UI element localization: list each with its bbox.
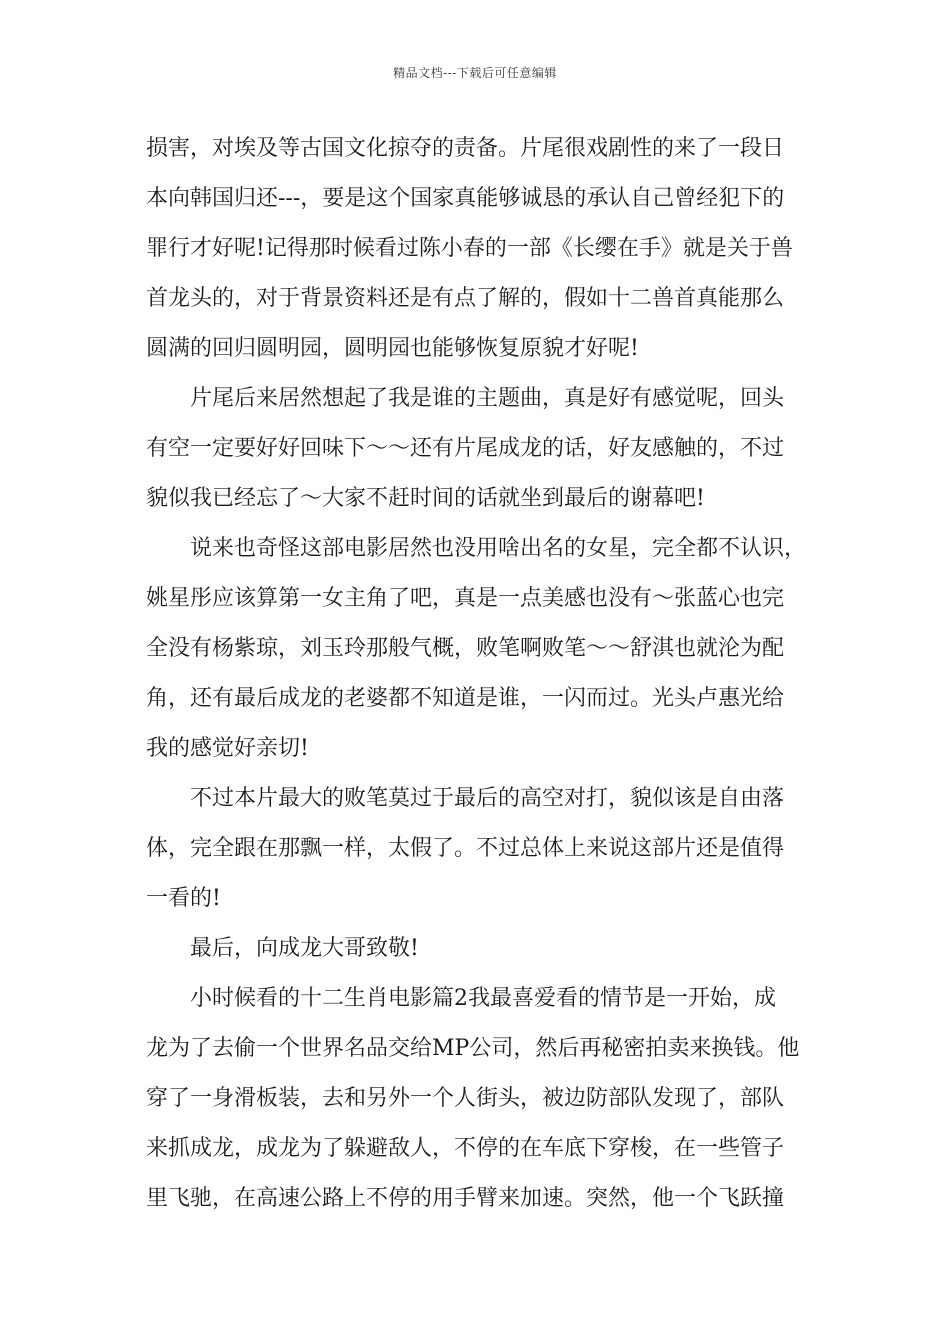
text-line: 体，完全跟在那飘一样，太假了。不过总体上来说这部片还是值得 — [146, 836, 785, 861]
paragraph-5 — [146, 924, 814, 974]
paragraph-4 — [146, 774, 814, 924]
text-line: 罪行才好呢!记得那时候看过陈小春的一部《长缨在手》就是关于兽 — [146, 236, 793, 261]
text-line: 龙为了去偷一个世界名品交给MP公司，然后再秘密拍卖来换钱。他 — [146, 1036, 800, 1061]
text-line: 一看的! — [146, 886, 221, 911]
text-line: 里飞驰，在高速公路上不停的用手臂来加速。突然，他一个飞跃撞 — [146, 1186, 785, 1211]
document-body — [146, 124, 814, 1224]
text-line: 穿了一身滑板装，去和另外一个人街头，被边防部队发现了，部队 — [146, 1086, 785, 1111]
text-line: 圆满的回归圆明园，圆明园也能够恢复原貌才好呢! — [146, 336, 639, 361]
text-line: 姚星彤应该算第一女主角了吧，真是一点美感也没有～张蓝心也完 — [146, 586, 785, 611]
text-line: 来抓成龙，成龙为了躲避敌人，不停的在车底下穿梭，在一些管子 — [146, 1136, 785, 1161]
text-line: 角，还有最后成龙的老婆都不知道是谁，一闪而过。光头卢惠光给 — [146, 686, 785, 711]
text-line: 我的感觉好亲切! — [146, 736, 309, 761]
text-line: 片尾后来居然想起了我是谁的主题曲，真是好有感觉呢，回头 — [190, 386, 785, 411]
text-line: 全没有杨紫琼，刘玉玲那般气概，败笔啊败笔～～舒淇也就沦为配 — [146, 636, 785, 661]
paragraph-1 — [146, 124, 814, 374]
paragraph-3 — [146, 524, 814, 774]
text-line: 貌似我已经忘了～大家不赶时间的话就坐到最后的谢幕吧! — [146, 486, 705, 511]
paragraph-2 — [146, 374, 814, 524]
paragraph-6 — [146, 974, 814, 1224]
page-header: 精品文档---下载后可任意编辑 — [393, 66, 557, 80]
text-line: 首龙头的，对于背景资料还是有点了解的，假如十二兽首真能那么 — [146, 286, 785, 311]
text-line: 损害，对埃及等古国文化掠夺的责备。片尾很戏剧性的来了一段日 — [146, 136, 785, 161]
text-line: 本向韩国归还---，要是这个国家真能够诚恳的承认自己曾经犯下的 — [146, 186, 785, 211]
text-line: 说来也奇怪这部电影居然也没用啥出名的女星，完全都不认识， — [190, 536, 807, 561]
text-line: 不过本片最大的败笔莫过于最后的高空对打，貌似该是自由落 — [190, 786, 785, 811]
text-line: 小时候看的十二生肖电影篇2我最喜爱看的情节是一开始，成 — [190, 986, 776, 1011]
text-line: 有空一定要好好回味下～～还有片尾成龙的话，好友感触的，不过 — [146, 436, 785, 461]
text-line: 最后，向成龙大哥致敬! — [190, 936, 419, 961]
